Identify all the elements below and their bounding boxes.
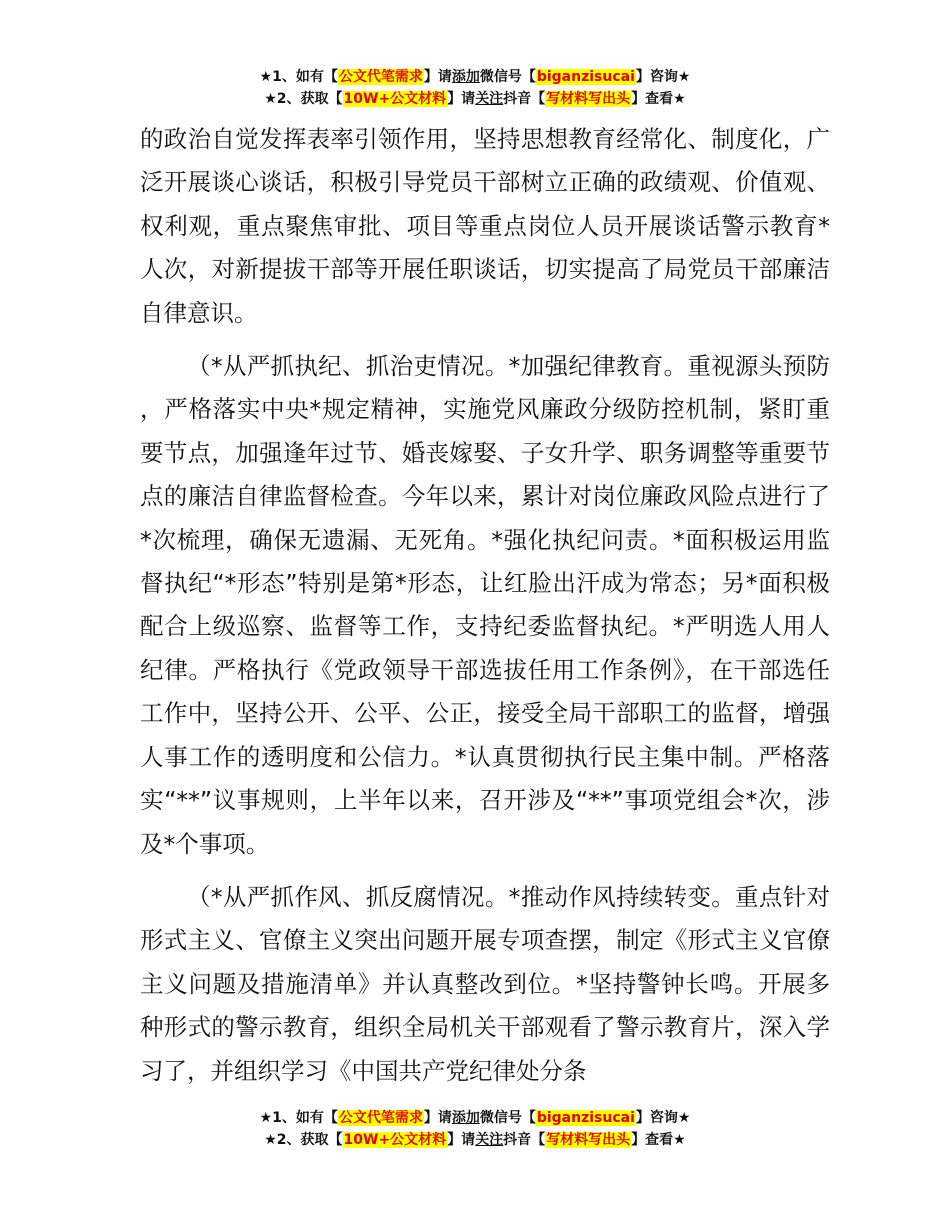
highlight-ghostwriting-service: 公文代笔需求 xyxy=(338,69,423,85)
notice-text: 微信号【 xyxy=(479,69,536,85)
footer-notice-line-1 xyxy=(0,1107,950,1129)
highlight-wechat-id: biganzisucai xyxy=(536,69,635,85)
paragraph-2: （*从严抓执纪、抓治吏情况。*加强纪律教育。重视源头预防，严格落实中央*规定精神，实施党风廉政分级防控机制，紧盯重要节点，加强逢年过节、婚丧嫁娶、子女升学、职务调整等重要节点的廉洁自律监督检查。今年以来，累计对岗位廉政风险点进行了*次梳理，确保无遗漏、无死角。*强化执纪问责。*面积极运用监督执纪“*形态”特别是第*形态，让红脸出汗成为常态；另*面积极配合上级巡察、监督等工作，支持纪委监督执纪。*严明选人用人纪律。严格执行《党政领导干部选拔任用工作条例》，在干部选任工作中，坚持公开、公平、公正，接受全局干部职工的监督，增强人事工作的透明度和公信力。*认真贯彻执行民主集中制。严格落实“**”议事规则，上半年以来，召开涉及“**”事项党组会*次，涉及*个事项。 xyxy=(140,352,830,858)
paragraph-1: 的政治自觉发挥表率引领作用，坚持思想教育经常化、制度化，广泛开展谈心谈话，积极引导党员干部树立正确的政绩观、价值观、权利观，重点聚焦审批、项目等重点岗位人员开展谈话警示教育*人次，对新提拔干部等开展任职谈话，切实提高了局党员干部廉洁自律意识。 xyxy=(140,125,830,327)
underlined-follow-text: 关注 xyxy=(475,91,504,107)
highlight-douyin-account: 写材料写出头 xyxy=(546,1132,631,1148)
underlined-add-text: 添加 xyxy=(451,69,480,85)
notice-text: 】请 xyxy=(423,1110,452,1126)
highlight-wechat-id: biganzisucai xyxy=(536,1110,635,1126)
notice-text: ★1、如有【 xyxy=(259,1110,338,1126)
notice-text: 抖音【 xyxy=(503,1132,546,1148)
header-notice xyxy=(0,66,950,110)
notice-text: ★1、如有【 xyxy=(259,69,338,85)
paragraph-3: （*从严抓作风、抓反腐情况。*推动作风持续转变。重点针对形式主义、官僚主义突出问题开展专项查摆，制定《形式主义官僚主义问题及措施清单》并认真整改到位。*坚持警钟长鸣。开展多种形式的警示教育，组织全局机关干部观看了警示教育片，深入学习了，并组织学习《中国共产党纪律处分条 xyxy=(140,882,830,1085)
highlight-materials-count: 10W+公文材料 xyxy=(343,91,447,107)
notice-text: 】请 xyxy=(447,91,476,107)
header-notice-line-1 xyxy=(0,66,950,88)
highlight-douyin-account: 写材料写出头 xyxy=(546,91,631,107)
notice-text: 抖音【 xyxy=(503,91,546,107)
notice-text: 】查看★ xyxy=(631,1132,686,1148)
header-notice-line-2 xyxy=(0,88,950,110)
underlined-follow-text: 关注 xyxy=(475,1132,504,1148)
document-body xyxy=(140,118,830,1093)
footer-notice xyxy=(0,1107,950,1151)
notice-text: 】请 xyxy=(447,1132,476,1148)
notice-text: ★2、获取【 xyxy=(264,91,343,107)
footer-notice-line-2 xyxy=(0,1129,950,1151)
notice-text: 】咨询★ xyxy=(635,1110,691,1126)
notice-text: 微信号【 xyxy=(479,1110,536,1126)
notice-text: ★2、获取【 xyxy=(264,1132,343,1148)
highlight-ghostwriting-service: 公文代笔需求 xyxy=(338,1110,423,1126)
underlined-add-text: 添加 xyxy=(451,1110,480,1126)
notice-text: 】咨询★ xyxy=(635,69,691,85)
notice-text: 】请 xyxy=(423,69,452,85)
notice-text: 】查看★ xyxy=(631,91,686,107)
highlight-materials-count: 10W+公文材料 xyxy=(343,1132,447,1148)
